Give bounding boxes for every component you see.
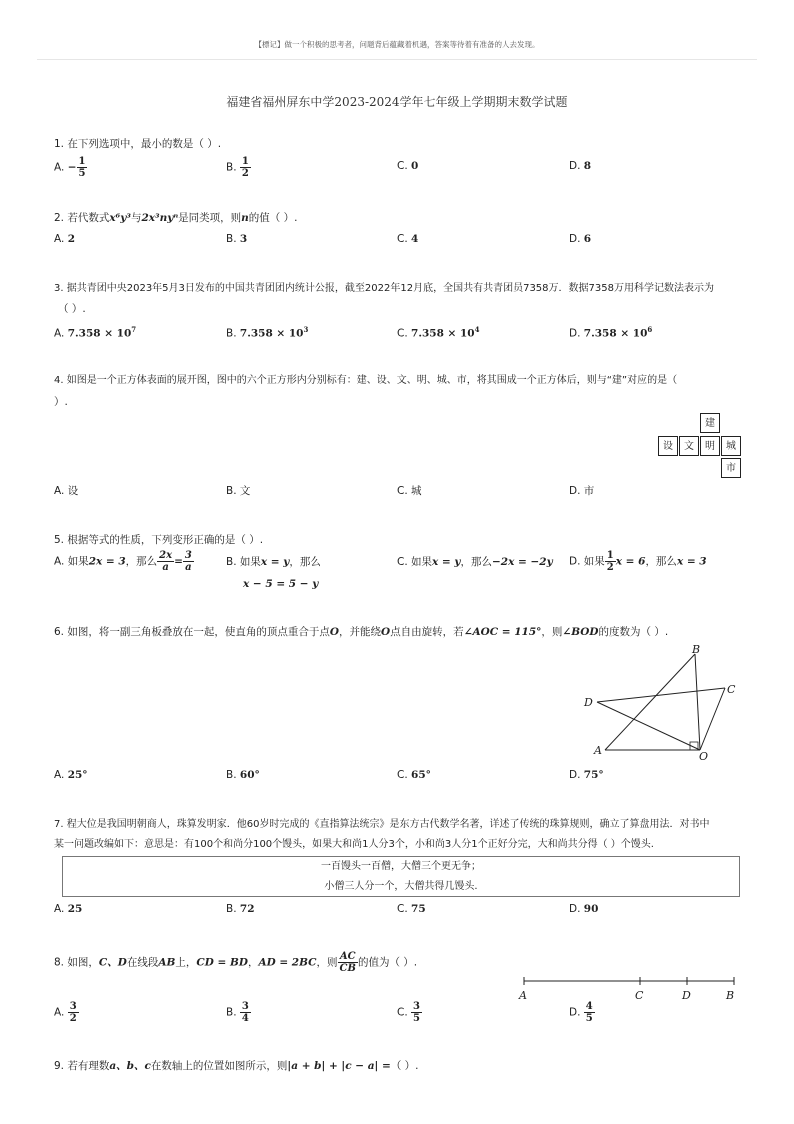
question-5-stem [54, 531, 263, 549]
question-text: 是同类项，则 [178, 212, 242, 224]
cube-net-figure [658, 413, 742, 481]
question-2-stem [54, 209, 297, 227]
exponent: 4 [474, 325, 480, 334]
math-var: a、b、c [109, 1060, 151, 1072]
question-7-stem-cont: 某一问题改编如下：意思是：有100个和尚分100个馒头，如果大和尚1人分3个，小和尚3人分1个正好分完，大和尚共分得（ ）个馒头. [54, 839, 654, 850]
option-letter: D. [569, 903, 581, 915]
option-text: 如果 [583, 555, 605, 568]
question-number: 6. [54, 626, 65, 638]
option-value: 75° [583, 769, 604, 781]
option-letter: A. [54, 555, 65, 568]
option-8a[interactable] [54, 1001, 79, 1024]
option-value: 4 [411, 233, 419, 245]
question-number: 1. [54, 138, 65, 150]
question-1-stem [54, 135, 221, 153]
option-3a[interactable] [54, 322, 136, 342]
option-letter: D. [569, 160, 581, 172]
option-letter: C. [397, 903, 408, 915]
question-number: 5. [54, 534, 65, 546]
segment-do [597, 702, 700, 750]
equation: x = y [432, 556, 461, 568]
question-text: 的值（ ）. [248, 212, 298, 224]
exponent: 7 [131, 325, 137, 334]
label-b: B [692, 643, 701, 656]
option-value: 文 [239, 485, 251, 497]
option-value: 7.358 × 10 [239, 327, 304, 340]
option-letter: A. [54, 161, 65, 174]
question-text: ，则 [316, 956, 338, 969]
option-value: 75 [411, 903, 426, 915]
option-value: 90 [583, 903, 599, 915]
fraction: $\frac{3}{a}$ [184, 550, 192, 573]
question-4-stem [54, 372, 677, 390]
option-letter: B. [226, 161, 237, 174]
option-value: 2 [67, 233, 75, 245]
option-1c[interactable] [397, 158, 418, 174]
option-letter: D. [569, 555, 581, 568]
cube-face-jian: 建 [700, 413, 720, 433]
option-6c[interactable] [397, 767, 431, 783]
option-3c[interactable] [397, 322, 480, 342]
option-letter: A. [54, 233, 65, 245]
option-value: 25° [67, 769, 88, 781]
question-text: ，并能绕 [339, 626, 382, 638]
option-value: 60° [239, 769, 260, 781]
question-text: 与 [130, 212, 142, 224]
segment-figure [512, 975, 742, 1005]
option-2b[interactable] [226, 231, 247, 247]
question-text: 上， [175, 956, 197, 969]
cube-face-wen: 文 [679, 436, 699, 456]
label-c: C [727, 683, 736, 696]
fraction: $\frac{3}{2}$ [69, 1001, 77, 1024]
option-7b[interactable] [226, 901, 255, 917]
option-1a[interactable] [54, 156, 87, 179]
question-number: 7. [54, 819, 64, 830]
option-text: ，那么 [289, 556, 321, 568]
option-text: 如果 [239, 556, 261, 568]
segment-ab [605, 654, 695, 750]
option-4d[interactable] [569, 483, 594, 499]
question-text: 若代数式 [67, 212, 110, 224]
question-text: （ ）. [390, 1060, 419, 1072]
math-var: C、D [98, 956, 127, 969]
question-8-stem [54, 951, 417, 974]
question-3-stem-cont: （ ）. [58, 303, 86, 315]
minus-sign: − [67, 161, 77, 174]
fraction: $\frac{2x}{a}$ [159, 550, 173, 573]
option-4c[interactable] [397, 483, 422, 499]
option-letter: C. [397, 556, 408, 568]
option-letter: D. [569, 485, 581, 497]
option-letter: B. [226, 485, 237, 497]
question-text: ，则 [541, 626, 563, 638]
math-var: O [381, 626, 391, 638]
equals-sign: = [174, 555, 183, 568]
option-3d[interactable] [569, 322, 652, 342]
option-letter: C. [397, 160, 408, 172]
option-value: 3 [239, 233, 248, 245]
label-o: O [699, 750, 709, 763]
option-6d[interactable] [569, 767, 604, 783]
option-letter: B. [226, 327, 237, 340]
question-3-stem [54, 280, 714, 298]
question-text: 程大位是我国明朝商人，珠算发明家．他60岁时完成的《直指算法统宗》是东方古代数学名著，详述了传统的珠算规则，确立了算盘用法．对书中 [66, 819, 710, 830]
option-letter: A. [54, 903, 65, 915]
equation: ∠AOC = 115° [463, 626, 542, 638]
fraction: $\frac{3}{5}$ [413, 1001, 420, 1024]
question-text: 如图， [67, 956, 99, 969]
option-8c[interactable] [397, 1001, 422, 1024]
triangle-figure [580, 640, 745, 765]
equation: x = 6 [615, 555, 646, 568]
option-4b[interactable] [226, 483, 250, 499]
option-value: 城 [411, 485, 422, 497]
option-text: 如果 [67, 555, 89, 568]
exponent: 3 [303, 325, 309, 334]
option-6a[interactable] [54, 767, 88, 783]
question-6-stem [54, 623, 668, 641]
header-note: 【標记】做一个积极的思考者，问题背后蕴藏着机遇，答案等待着有准备的人去发现。 [254, 40, 540, 49]
option-7d[interactable] [569, 901, 598, 917]
option-letter: D. [569, 1006, 581, 1019]
equation: AD = 2BC [258, 956, 317, 969]
option-letter: A. [54, 485, 65, 497]
option-value: 8 [583, 160, 592, 172]
question-text: 据共青团中央2023年5月3日发布的中国共青团团内统计公报，截至2022年12月底，全国共有共青团员7358万．数据7358万用科学记数法表示为 [66, 283, 714, 294]
option-value: 7.358 × 10 [67, 327, 132, 340]
option-value: 设 [67, 485, 79, 497]
math-term: 2x³nyⁿ [141, 212, 179, 224]
option-1d[interactable] [569, 158, 591, 174]
option-letter: C. [397, 485, 408, 497]
option-letter: B. [226, 556, 237, 568]
option-5a[interactable] [54, 550, 194, 573]
question-text: 若有理数 [67, 1060, 110, 1072]
math-var: AB [158, 956, 176, 969]
cube-face-shi: 市 [721, 458, 741, 478]
option-value: 65° [411, 769, 431, 781]
equation: x = y [260, 556, 290, 568]
option-2d[interactable] [569, 231, 591, 247]
option-value: 市 [583, 485, 595, 497]
question-text: 在数轴上的位置如图所示，则 [150, 1060, 288, 1072]
question-9-stem [54, 1057, 419, 1075]
exponent: 6 [647, 325, 653, 334]
poem-line-1: 一百馒头一百僧，大僧三个更无争； [321, 861, 481, 872]
equation: −2x = −2y [492, 556, 553, 568]
option-letter: A. [54, 769, 65, 781]
option-5b-equation: x − 5 = 5 − y [243, 578, 319, 590]
poem-box [62, 856, 740, 897]
cube-face-ming: 明 [700, 436, 720, 456]
question-text: 的度数为（ ）. [598, 626, 669, 638]
option-value: 6 [583, 233, 592, 245]
option-5b[interactable] [226, 554, 321, 570]
label-d: D [584, 696, 593, 709]
label-a: A [519, 989, 527, 1002]
option-letter: B. [226, 233, 237, 245]
question-text: 如图是一个正方体表面的展开图，图中的六个正方形内分别标有：建、设、文、明、城、市，将其围成一个正方体后，则与“建”对应的是（ [66, 375, 678, 386]
poem-line-2: 小僧三人分一个，大僧共得几馒头. [324, 881, 478, 892]
question-number: 2. [54, 212, 65, 224]
question-text: 点自由旋转，若 [390, 626, 464, 638]
question-number: 3. [54, 283, 64, 294]
option-7c[interactable] [397, 901, 426, 917]
segment-co [700, 688, 725, 750]
option-2a[interactable] [54, 231, 75, 247]
option-6b[interactable] [226, 767, 260, 783]
question-text: 在线段 [126, 956, 159, 969]
option-5d[interactable] [569, 550, 707, 573]
fraction: $\frac{1}{2}$ [606, 550, 614, 573]
option-text: 如果 [411, 556, 433, 568]
option-3b[interactable] [226, 322, 308, 342]
cube-face-cheng: 城 [721, 436, 741, 456]
math-var: O [329, 626, 340, 638]
label-a: A [594, 744, 602, 757]
question-text: 在下列选项中，最小的数是（ ）. [67, 138, 222, 150]
equation: CD = BD [196, 956, 248, 969]
option-letter: B. [226, 903, 237, 915]
option-8d[interactable] [569, 1001, 595, 1024]
option-7a[interactable] [54, 901, 82, 917]
math-term: ∠BOD [562, 626, 599, 638]
equation: x = 3 [676, 555, 707, 568]
question-text: ， [247, 956, 259, 969]
fraction: $\frac{1}{5}$ [78, 156, 86, 179]
option-letter: B. [226, 1006, 237, 1019]
option-text: ，那么 [460, 556, 492, 568]
question-number: 9. [54, 1060, 65, 1072]
label-b: B [726, 989, 735, 1002]
option-value: 25 [67, 903, 83, 915]
question-text: 如图，将一副三角板叠放在一起，使直角的顶点重合于点 [67, 626, 330, 638]
cube-face-she: 设 [658, 436, 678, 456]
fraction: $\frac{4}{5}$ [585, 1001, 593, 1024]
question-text: 的值为（ ）. [357, 956, 418, 969]
equation: |a + b| + |c − a| = [287, 1060, 391, 1072]
header-divider [37, 59, 757, 60]
option-letter: A. [54, 1006, 65, 1019]
option-4a[interactable] [54, 483, 78, 499]
option-letter: C. [397, 327, 408, 340]
fraction: $\frac{1}{2}$ [241, 156, 249, 179]
option-value: 0 [411, 160, 419, 172]
math-term: x⁶y³ [109, 212, 131, 224]
question-text: 根据等式的性质，下列变形正确的是（ ）. [67, 534, 264, 546]
option-letter: A. [54, 327, 65, 340]
option-text: ，那么 [645, 555, 677, 568]
option-letter: C. [397, 1006, 408, 1019]
option-letter: D. [569, 769, 581, 781]
option-8b[interactable] [226, 1001, 251, 1024]
option-letter: D. [569, 233, 581, 245]
fraction: $\frac{AC}{CB}$ [339, 951, 356, 974]
option-5c[interactable] [397, 554, 553, 570]
question-7-stem [54, 816, 709, 834]
fraction: $\frac{3}{4}$ [241, 1001, 249, 1024]
option-text: ，那么 [125, 555, 158, 568]
segment-bo [695, 654, 700, 750]
label-c: C [635, 989, 644, 1002]
option-letter: B. [226, 769, 237, 781]
question-number: 4. [54, 375, 64, 386]
option-value: 7.358 × 10 [583, 327, 648, 340]
option-value: 72 [239, 903, 255, 915]
math-var: n [241, 212, 249, 224]
question-4-stem-cont: ）. [54, 396, 68, 408]
option-value: 7.358 × 10 [411, 327, 475, 340]
option-letter: D. [569, 327, 581, 340]
label-d: D [682, 989, 691, 1002]
question-number: 8. [54, 956, 65, 969]
option-1b[interactable] [226, 156, 251, 179]
option-letter: C. [397, 769, 408, 781]
option-letter: C. [397, 233, 408, 245]
equation: 2x = 3 [88, 555, 126, 568]
option-2c[interactable] [397, 231, 418, 247]
page-title: 福建省福州屏东中学2023-2024学年七年级上学期期末数学试题 [226, 95, 568, 109]
